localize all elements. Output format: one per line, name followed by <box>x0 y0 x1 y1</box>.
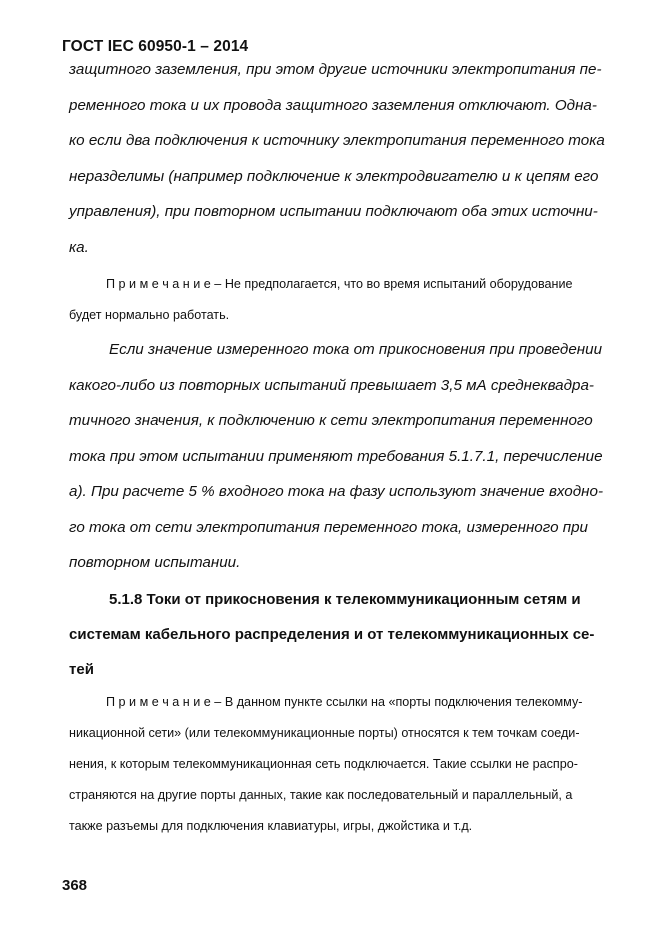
section-heading <box>69 582 624 687</box>
text-line: защитного заземления, при этом другие источники электропитания пе- <box>69 61 602 78</box>
text-line: го тока от сети электропитания переменного тока, измеренного при <box>69 518 588 536</box>
paragraph-1 <box>69 52 624 265</box>
text-line: неразделимы (например подключение к электродвигателю и к цепям его <box>69 167 599 185</box>
heading-line: тей <box>69 660 94 678</box>
note-label: П р и м е ч а н и е <box>106 694 211 709</box>
note-text: – В данном пункте ссылки на «порты подключения телекомму- <box>210 694 583 709</box>
note-line: страняются на другие порты данных, такие как последовательный и параллельный, а <box>69 787 573 802</box>
note-line: также разъемы для подключения клавиатуры, игры, джойстика и т.д. <box>69 818 473 833</box>
note-label: П р и м е ч а н и е <box>106 277 211 291</box>
note-line: нения, к которым телекоммуникационная сеть подключается. Такие ссылки не распро- <box>69 756 578 771</box>
note-line <box>69 687 624 718</box>
note-text: – Не предполагается, что во время испытаний оборудование <box>210 277 573 291</box>
text-line: тока при этом испытании применяют требования 5.1.7.1, перечисление <box>69 447 603 465</box>
paragraph-2 <box>69 332 624 581</box>
heading-line: 5.1.8 Токи от прикосновения к телекоммуникационным сетям и <box>109 590 581 608</box>
text-line: Если значение измеренного тока от прикосновения при проведении <box>109 341 603 358</box>
note-1 <box>69 269 624 331</box>
text-line: управления), при повторном испытании подключают оба этих источни- <box>69 203 598 220</box>
text-line: повторном испытании. <box>69 554 241 571</box>
note-line <box>69 269 624 300</box>
standard-header: ГОСТ IEC 60950-1 – 2014 <box>62 38 249 55</box>
text-line: ременного тока и их провода защитного заземления отключают. Одна- <box>69 96 597 114</box>
text-line: тичного значения, к подключению к сети электропитания переменного <box>69 412 593 429</box>
heading-line: системам кабельного распределения и от телекоммуникационных се- <box>69 625 595 643</box>
page-content <box>69 56 624 842</box>
text-line: ка. <box>69 238 89 256</box>
text-line: какого-либо из повторных испытаний превышает 3,5 мА среднеквадра- <box>69 376 594 394</box>
text-line: ко если два подключения к источнику электропитания переменного тока <box>69 132 605 149</box>
note-line: будет нормально работать. <box>69 308 230 322</box>
text-line: а). При расчете 5 % входного тока на фазу используют значение входно- <box>69 483 604 500</box>
page-number: 368 <box>62 877 88 894</box>
note-line: никационной сети» (или телекоммуникационные порты) относятся к тем точкам соеди- <box>69 725 580 740</box>
note-2 <box>69 687 624 842</box>
